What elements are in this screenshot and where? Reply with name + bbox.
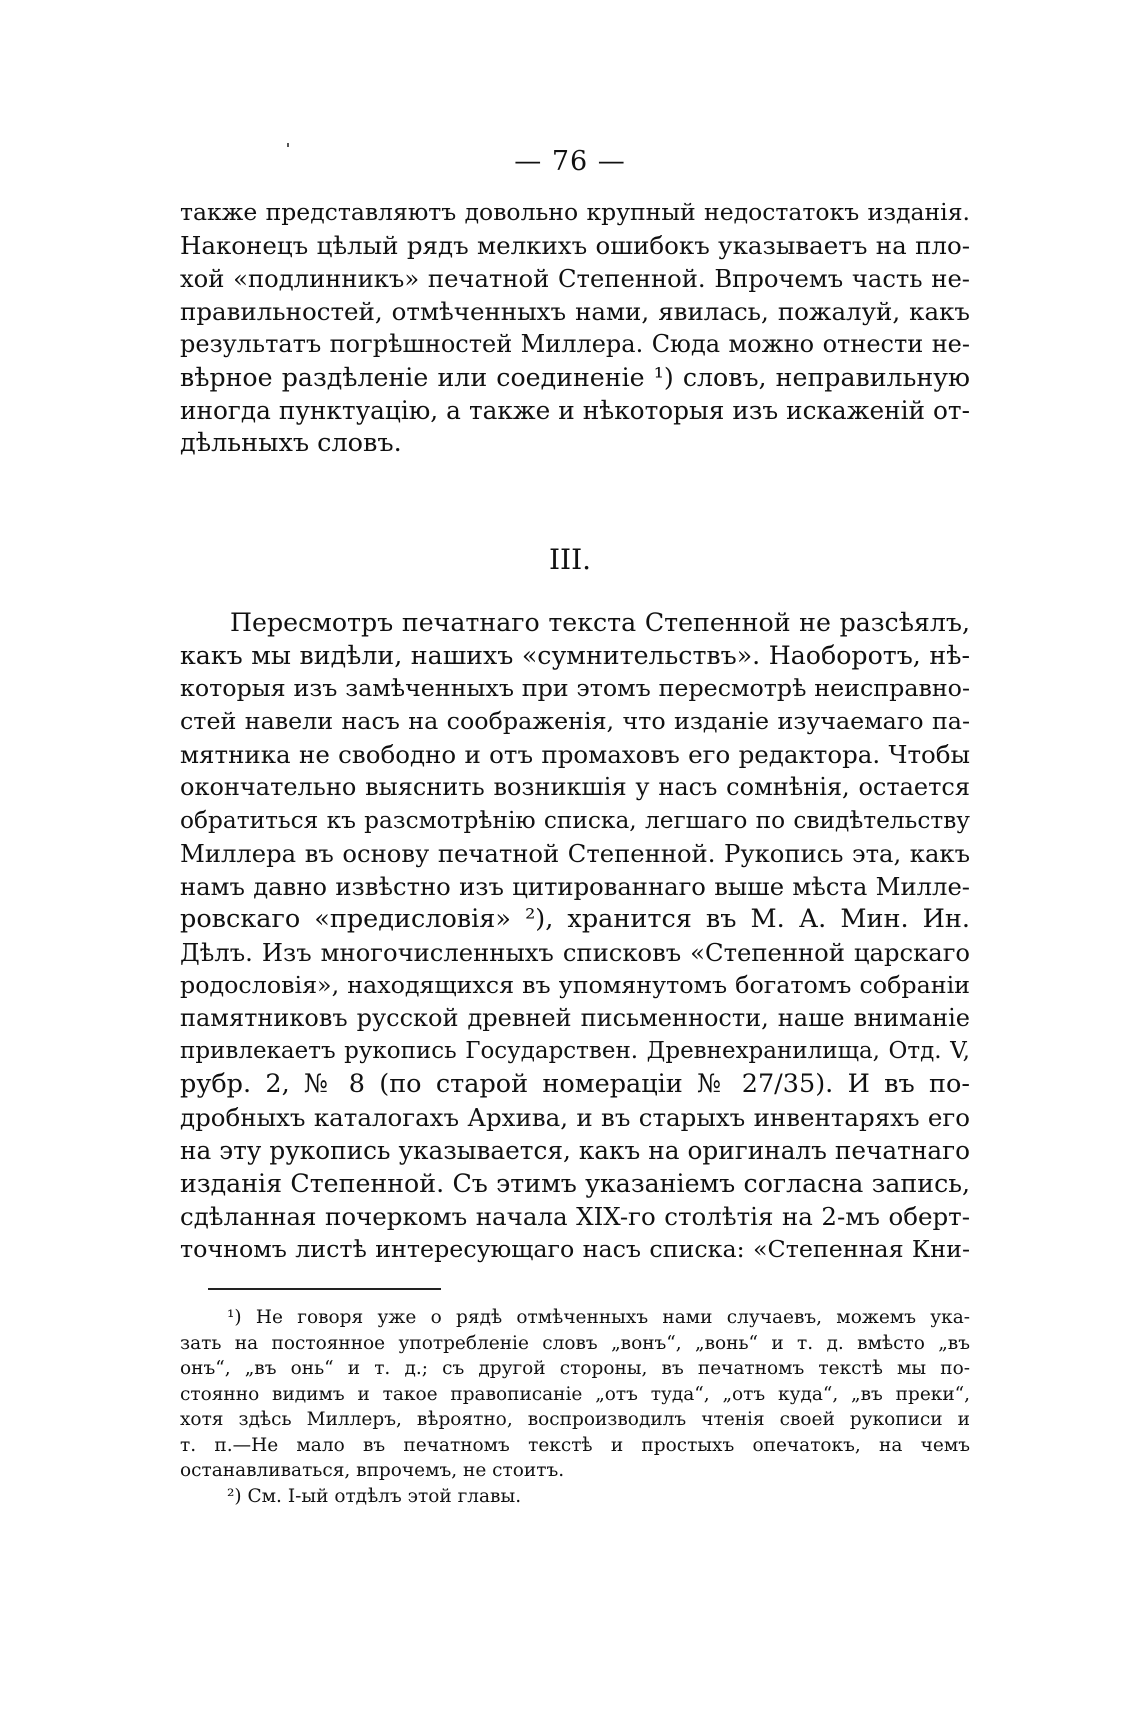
text-line: изданія Степенной. Съ этимъ указаніемъ согласна запись, [180, 1169, 970, 1198]
text-line: какъ мы видѣли, нашихъ «сумнительствъ». Наоборотъ, нѣ- [180, 641, 970, 670]
footnote-line: стоянно видимъ и такое правописаніе „отъ туда“, „отъ куда“, „въ преки“, [180, 1383, 970, 1405]
footnote-rule [208, 1288, 441, 1290]
text-line: Наконецъ цѣлый рядъ мелкихъ ошибокъ указываетъ на пло- [180, 231, 970, 260]
text-line: иногда пунктуацію, а также и нѣкоторыя изъ искаженій от- [180, 396, 970, 425]
paragraph-2 [180, 606, 970, 1266]
text-line: на эту рукопись указывается, какъ на оригиналъ печатнаго [180, 1136, 970, 1165]
text-line: родословія», находящихся въ упомянутомъ богатомъ собраніи [180, 971, 970, 999]
footnote-line: онъ“, „въ онь“ и т. д.; съ другой стороны, въ печатномъ текстѣ мы по- [180, 1358, 970, 1379]
text-line: ровскаго «предисловія» ²), хранится въ М. А. Мин. Ин. [180, 904, 970, 934]
footnotes [180, 1305, 970, 1509]
text-line: хой «подлинникъ» печатной Степенной. Впрочемъ часть не- [180, 264, 970, 293]
paragraph-1 [180, 196, 970, 460]
text-line: обратиться къ разсмотрѣнію списка, легшаго по свидѣтельству [180, 807, 970, 834]
text-line: стей навели насъ на соображенія, что изданіе изучаемаго па- [180, 707, 970, 735]
text-line: рубр. 2, № 8 (по старой номераціи № 27/35). И въ по- [180, 1069, 970, 1099]
text-line: точномъ листѣ интересующаго насъ списка: «Степенная Кни- [180, 1235, 970, 1263]
text-line: которыя изъ замѣченныхъ при этомъ пересмотрѣ неисправно- [180, 674, 970, 702]
footnote-line: т. п.—Не мало въ печатномъ текстѣ и простыхъ опечатокъ, на чемъ [180, 1434, 970, 1456]
text-line: Пересмотръ печатнаго текста Степенной не разсѣялъ, [230, 608, 970, 637]
text-line: привлекаетъ рукопись Государствен. Древнехранилища, Отд. V, [180, 1038, 970, 1064]
text-line: дробныхъ каталогахъ Архива, и въ старыхъ инвентаряхъ его [180, 1103, 970, 1132]
footnote-line: хотя здѣсь Миллеръ, вѣроятно, воспроизводилъ чтенія своей рукописи и [180, 1409, 970, 1430]
text-line: дѣльныхъ словъ. [180, 428, 402, 458]
text-line: мятника не свободно и отъ промаховъ его редактора. Чтобы [180, 740, 970, 769]
text-line: также представляютъ довольно крупный недостатокъ изданія. [180, 198, 970, 226]
footnote-line: зать на постоянное употребленіе словъ „вонъ“, „вонь“ и т. д. вмѣсто „въ [180, 1332, 970, 1354]
footnote-line: ²) См. I-ый отдѣлъ этой главы. [227, 1485, 522, 1507]
text-line: окончательно выяснить возникшія у насъ сомнѣнія, остается [180, 773, 970, 801]
text-line: результатъ погрѣшностей Миллера. Сюда можно отнести не- [180, 330, 970, 358]
footnote-line: останавливаться, впрочемъ, не стоитъ. [180, 1460, 565, 1481]
text-line: памятниковъ русской древней письменности, наше вниманіе [180, 1004, 970, 1032]
page-number: — 76 — [514, 146, 626, 177]
text-line: правильностей, отмѣченныхъ нами, явилась, пожалуй, какъ [180, 297, 970, 326]
text-line: вѣрное раздѣленіе или соединеніе ¹) словъ, неправильную [180, 363, 970, 392]
footnote-line: ¹) Не говоря уже о рядѣ отмѣченныхъ нами случаевъ, можемъ ука- [227, 1307, 970, 1328]
text-line: намъ давно извѣстно изъ цитированнаго выше мѣста Милле- [180, 872, 970, 901]
text-line: Миллера въ основу печатной Степенной. Рукопись эта, какъ [180, 839, 970, 868]
text-line: Дѣлъ. Изъ многочисленныхъ списковъ «Степенной царскаго [180, 938, 970, 967]
section-heading: III. [548, 543, 592, 576]
text-line: сдѣланная почеркомъ начала XIX-го столѣтія на 2-мъ оберт- [180, 1202, 970, 1231]
